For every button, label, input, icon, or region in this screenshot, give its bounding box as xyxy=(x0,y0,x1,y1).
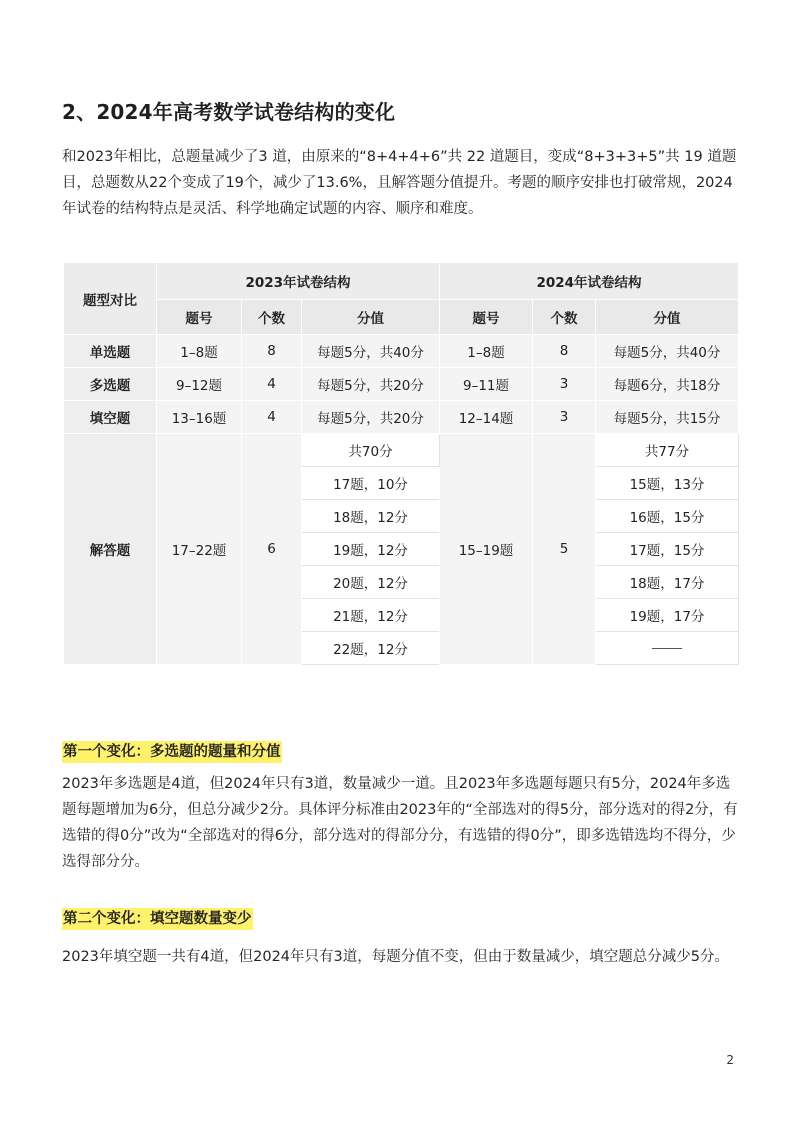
table-row xyxy=(64,434,739,467)
cell-count-2023: 4 xyxy=(242,368,302,401)
cell-count-2024: 3 xyxy=(533,368,596,401)
cell-count-2023: 6 xyxy=(242,434,302,665)
score-2023-item: 19题，12分 xyxy=(302,533,440,566)
cell-number-2024: 9–11题 xyxy=(440,368,533,401)
score-2024-item: 18题，17分 xyxy=(596,566,739,599)
section-title: 2、2024年高考数学试卷结构的变化 xyxy=(62,100,396,124)
cell-score-2024: 每题6分，共18分 xyxy=(596,368,739,401)
cell-score-2024: 每题5分，共15分 xyxy=(596,401,739,434)
score-2023-total: 共70分 xyxy=(302,434,440,467)
page-number: 2 xyxy=(726,1053,734,1067)
score-2023-item: 22题，12分 xyxy=(302,632,440,665)
score-2023-item: 18题，12分 xyxy=(302,500,440,533)
cell-count-2024: 3 xyxy=(533,401,596,434)
cell-count-2024: 5 xyxy=(533,434,596,665)
score-2024-item: 17题，15分 xyxy=(596,533,739,566)
header-2024: 2024年试卷结构 xyxy=(440,263,739,300)
cell-number-2024: 15–19题 xyxy=(440,434,533,665)
score-2024-item: 16题，15分 xyxy=(596,500,739,533)
table-row xyxy=(64,368,739,401)
row-type: 填空题 xyxy=(64,401,157,434)
cell-number-2023: 1–8题 xyxy=(157,335,242,368)
change-2-heading: 第二个变化：填空题数量变少 xyxy=(62,908,253,930)
corner-header: 题型对比 xyxy=(64,263,157,335)
dash-mark xyxy=(652,648,682,649)
intro-paragraph: 和2023年相比，总题量减少了3 道，由原来的“8+4+4+6”共 22 道题目，变成“8+3+3+5”共 19 道题目，总题数从22个变成了19个，减少了13.6%，且解答题分值提升。考题的顺序安排也打破常规，2024年试卷的结构特点是灵活、科学地确定试题的内容、顺序和难度。 xyxy=(62,149,737,217)
header-2023: 2023年试卷结构 xyxy=(157,263,440,300)
cell-count-2023: 4 xyxy=(242,401,302,434)
col-number-2023: 题号 xyxy=(157,300,242,335)
change-1-heading: 第一个变化：多选题的题量和分值 xyxy=(62,741,282,763)
change-1-paragraph: 2023年多选题是4道，但2024年只有3道，数量减少一道。且2023年多选题每题只有5分，2024年多选题每题增加为6分，但总分减少2分。具体评分标准由2023年的“全部选对的得5分，部分选对的得2分，有选错的得0分”改为“全部选对的得6分，部分选对的得部分分，有选错的得0分”，即多选错选均不得分，少选得部分分。 xyxy=(62,776,738,870)
cell-number-2023: 13–16题 xyxy=(157,401,242,434)
change-2-paragraph: 2023年填空题一共有4道，但2024年只有3道，每题分值不变，但由于数量减少，填空题总分减少5分。 xyxy=(62,949,729,965)
table-row xyxy=(64,335,739,368)
exam-structure-table xyxy=(63,262,739,665)
score-2023-item: 17题，10分 xyxy=(302,467,440,500)
table-row xyxy=(64,401,739,434)
score-2023-item: 21题，12分 xyxy=(302,599,440,632)
col-count-2023: 个数 xyxy=(242,300,302,335)
cell-score-2023: 每题5分，共40分 xyxy=(302,335,440,368)
cell-number-2023: 17–22题 xyxy=(157,434,242,665)
score-2024-item: 19题，17分 xyxy=(596,599,739,632)
cell-count-2024: 8 xyxy=(533,335,596,368)
col-number-2024: 题号 xyxy=(440,300,533,335)
cell-score-2023: 每题5分，共20分 xyxy=(302,401,440,434)
score-2023-item: 20题，12分 xyxy=(302,566,440,599)
score-2024-empty xyxy=(596,632,739,665)
cell-score-2024: 每题5分，共40分 xyxy=(596,335,739,368)
row-type-answer: 解答题 xyxy=(64,434,157,665)
row-type: 单选题 xyxy=(64,335,157,368)
col-score-2023: 分值 xyxy=(302,300,440,335)
col-count-2024: 个数 xyxy=(533,300,596,335)
cell-number-2023: 9–12题 xyxy=(157,368,242,401)
score-2024-item: 15题，13分 xyxy=(596,467,739,500)
row-type: 多选题 xyxy=(64,368,157,401)
cell-score-2023: 每题5分，共20分 xyxy=(302,368,440,401)
col-score-2024: 分值 xyxy=(596,300,739,335)
score-2024-total: 共77分 xyxy=(596,434,739,467)
cell-number-2024: 1–8题 xyxy=(440,335,533,368)
cell-number-2024: 12–14题 xyxy=(440,401,533,434)
cell-count-2023: 8 xyxy=(242,335,302,368)
